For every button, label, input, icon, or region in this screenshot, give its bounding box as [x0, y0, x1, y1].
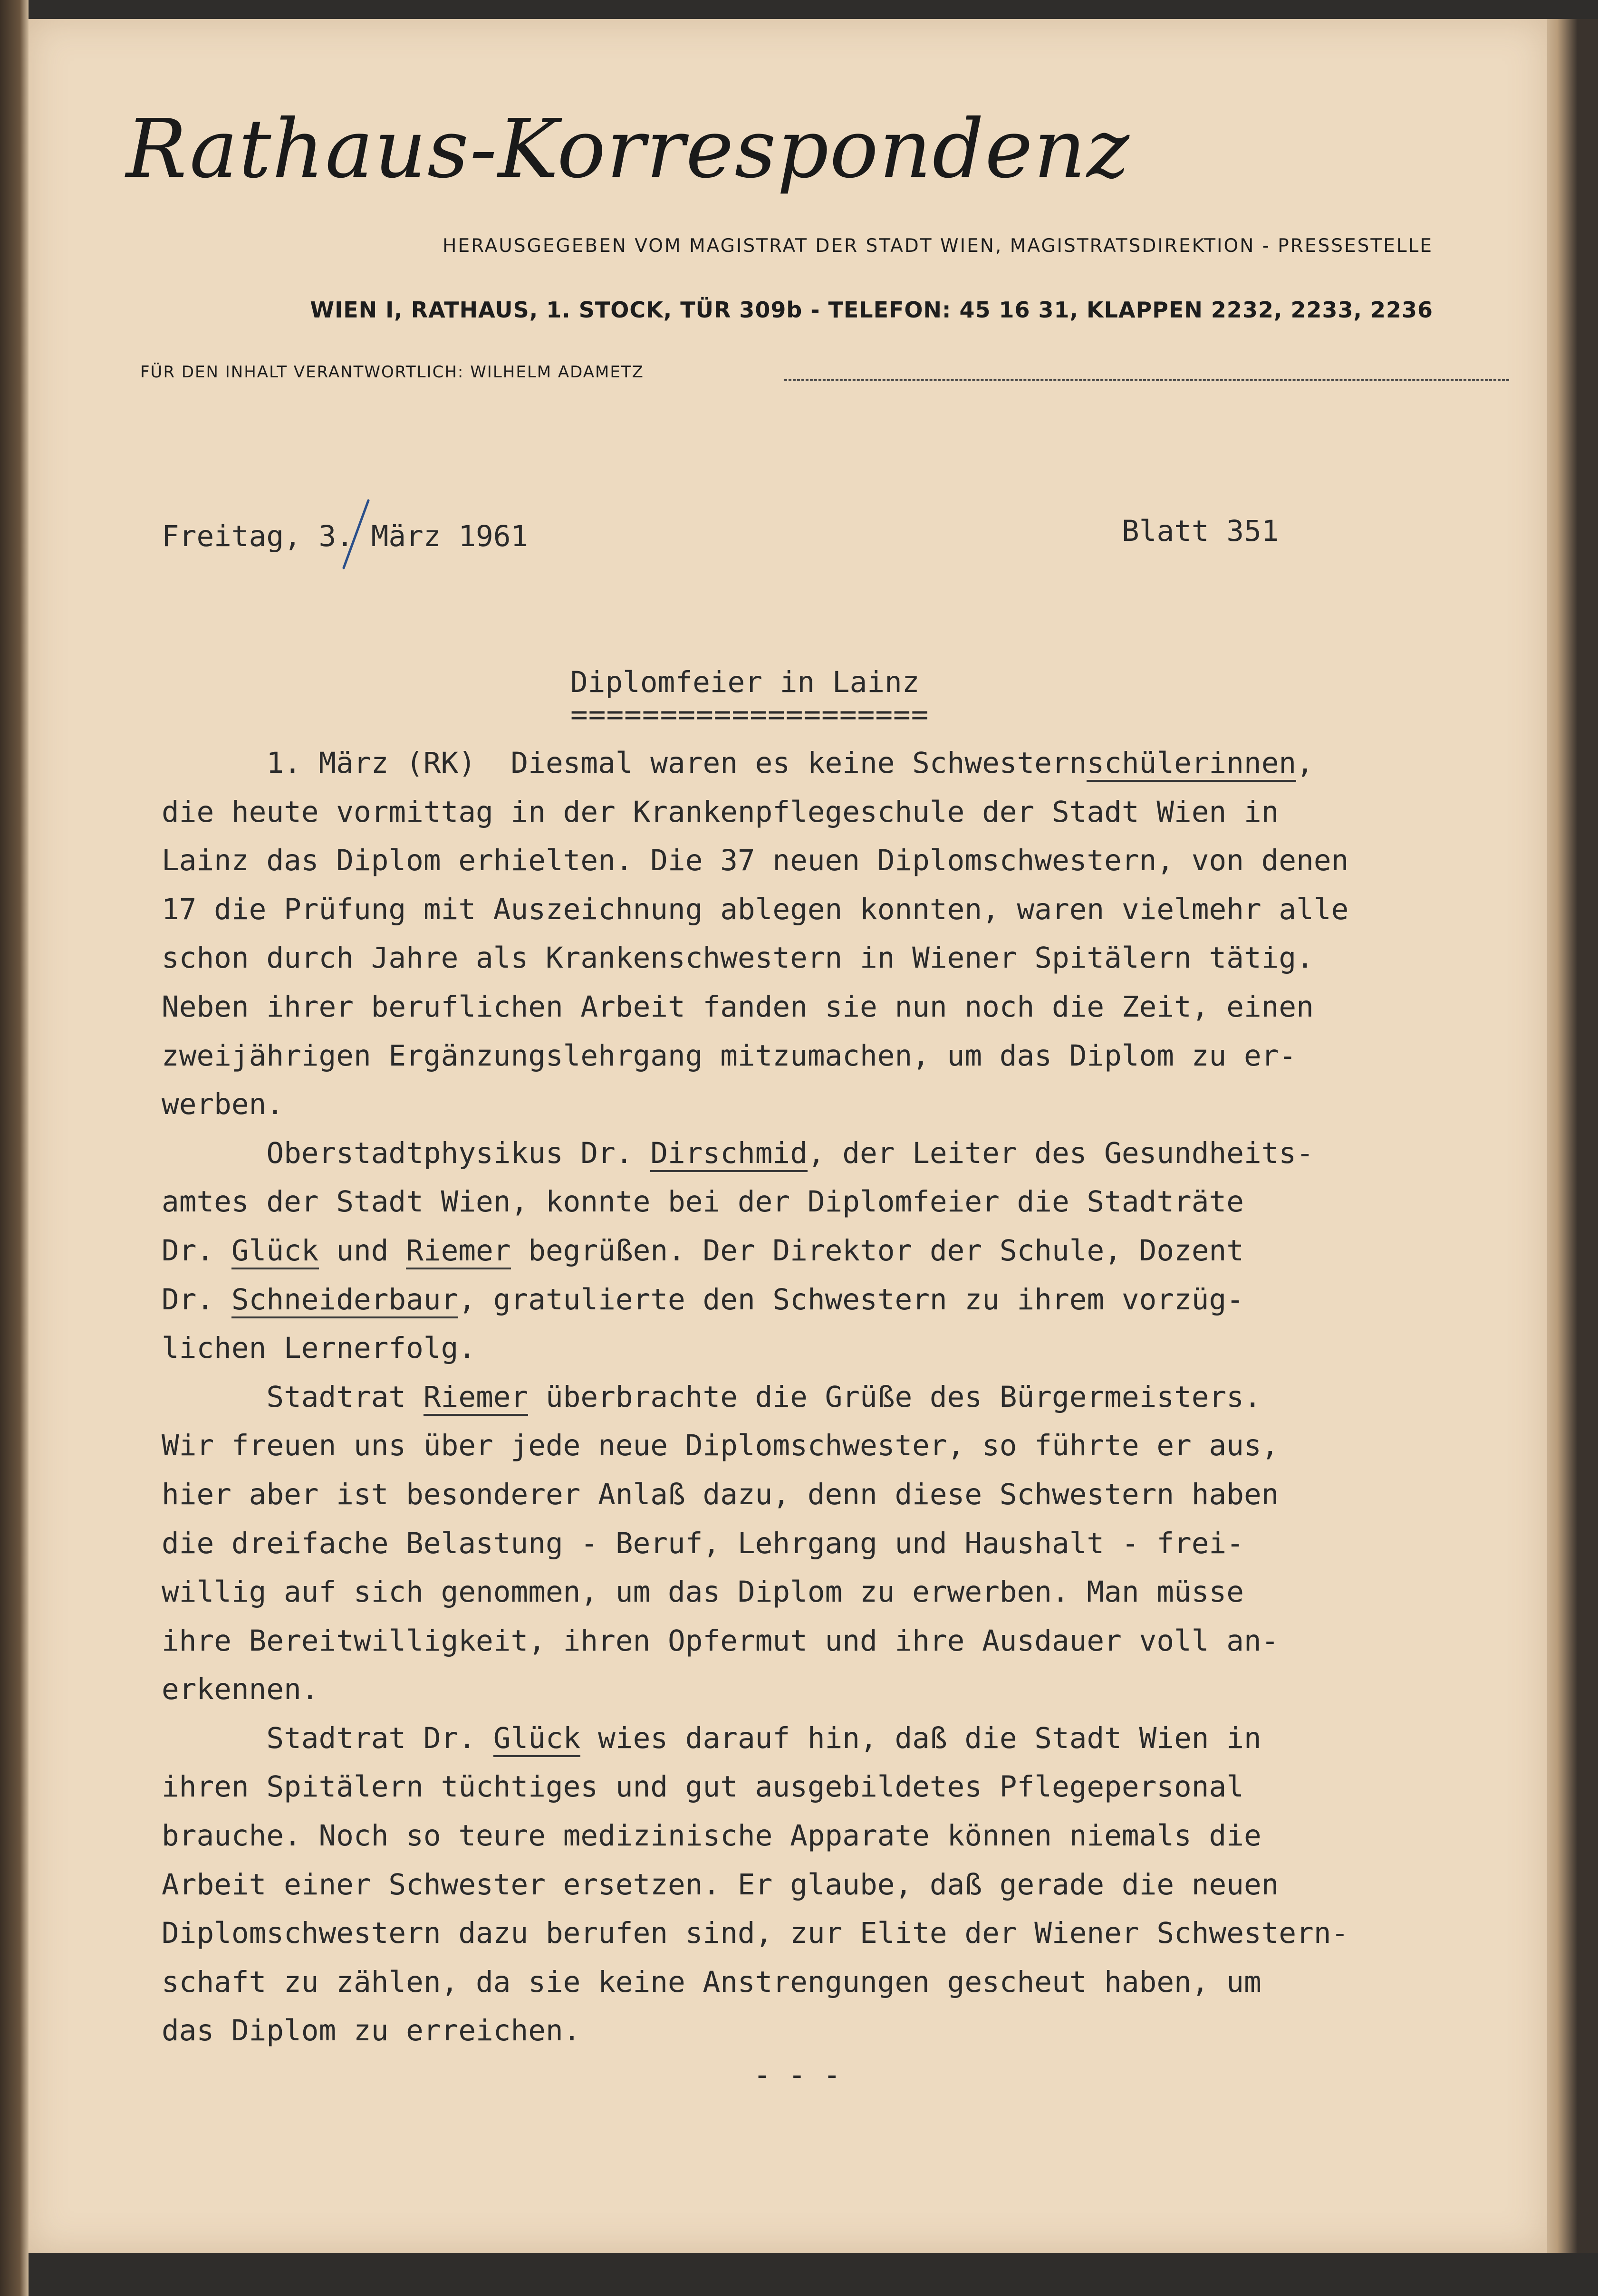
underlined-name: Riemer [424, 1380, 528, 1416]
underlined-name: Riemer [406, 1234, 510, 1269]
text-run: Stadtrat Dr. [162, 1721, 493, 1755]
date-line: Freitag, 3. März 1961 [162, 519, 529, 553]
text-run: 1. März (RK) Diesmal waren es keine Schwestern [162, 746, 1087, 780]
responsible-dashed-rule [784, 379, 1509, 381]
underlined-name: Glück [231, 1234, 319, 1269]
address-line: WIEN I, RATHAUS, 1. STOCK, TÜR 309b - TELEFON: 45 16 31, KLAPPEN 2232, 2233, 2236 [310, 297, 1433, 323]
underlined-name: Glück [493, 1721, 581, 1757]
text-run: Stadtrat [162, 1380, 424, 1414]
paragraph-3 [162, 1380, 1279, 1707]
responsible-editor-line: FÜR DEN INHALT VERANTWORTLICH: WILHELM ADAMETZ [140, 363, 644, 382]
paragraph-4 [162, 1721, 1348, 2048]
publisher-line: HERAUSGEGEBEN VOM MAGISTRAT DER STADT WIEN, MAGISTRATSDIREKTION - PRESSESTELLE [443, 235, 1433, 257]
document-page [29, 19, 1547, 2253]
text-run: , der Leiter des Gesundheits- amtes der Stadt Wien, konnte bei der Diplomfeier die Stadträte Dr. [162, 1136, 1314, 1268]
underlined-name: Dirschmid [650, 1136, 808, 1172]
underlined-word: schülerinnen [1087, 746, 1296, 782]
text-run: Oberstadtphysikus Dr. [162, 1136, 651, 1170]
text-run: , gratulierte den Schwestern zu ihrem vorzüg- lichen Lernerfolg. [162, 1282, 1244, 1365]
book-binding [0, 0, 29, 2296]
underlined-name: Schneiderbaur [231, 1283, 458, 1318]
paragraph-2 [162, 1136, 1314, 1365]
article-body [162, 739, 1521, 2056]
text-run: begrüßen. Der Direktor der Schule, Dozent Dr. [162, 1233, 1244, 1316]
title-underline: ==================== [570, 698, 929, 731]
text-run: überbrachte die Grüße des Bürgermeisters. Wir freuen uns über jede neue Diplomschwester, so führte er aus, hier aber ist besonderer Anlaß dazu, denn diese Schwestern haben die dreifache Belastung - Beruf, Lehrgang und Haushalt - frei- willig auf sich genommen, um das Diplom zu erwerben. Man müsse ihre Bereitwilligkeit, ihren Opfermut und ihre Ausdauer voll an- erkennen. [162, 1380, 1279, 1707]
text-run: , die heute vormittag in der Krankenpflegeschule der Stadt Wien in Lainz das Diplom erhielten. Die 37 neuen Diplomschwestern, von denen 17 die Prüfung mit Auszeichnung ablegen konnten, waren vielmehr alle schon durch Jahre als Krankenschwestern in Wiener Spitälern tätig. Neben ihrer beruflichen Arbeit fanden sie nun noch die Zeit, einen zweijährigen Ergänzungslehrgang mitzumachen, um das Diplom zu er- werben. [162, 746, 1349, 1122]
article-title: Diplomfeier in Lainz [570, 665, 920, 699]
sheet-number: Blatt 351 [1122, 514, 1279, 548]
masthead-title: Rathaus-Korrespondenz [126, 102, 1130, 196]
end-mark: - - - [753, 2058, 841, 2092]
handwritten-correction-stroke [335, 497, 378, 573]
paragraph-1 [162, 746, 1348, 1121]
page-edge [1547, 19, 1598, 2253]
text-run: wies darauf hin, daß die Stadt Wien in ihren Spitälern tüchtiges und gut ausgebildetes Pflegepersonal brauche. Noch so teure medizinische Apparate können niemals die Arbeit einer Schwester ersetzen. Er glaube, daß gerade die neuen Diplomschwestern dazu berufen sind, zur Elite der Wiener Schwestern- schaft zu zählen, da sie keine Anstrengungen gescheut haben, um das Diplom zu erreichen. [162, 1721, 1349, 2048]
text-run: und [318, 1233, 406, 1268]
